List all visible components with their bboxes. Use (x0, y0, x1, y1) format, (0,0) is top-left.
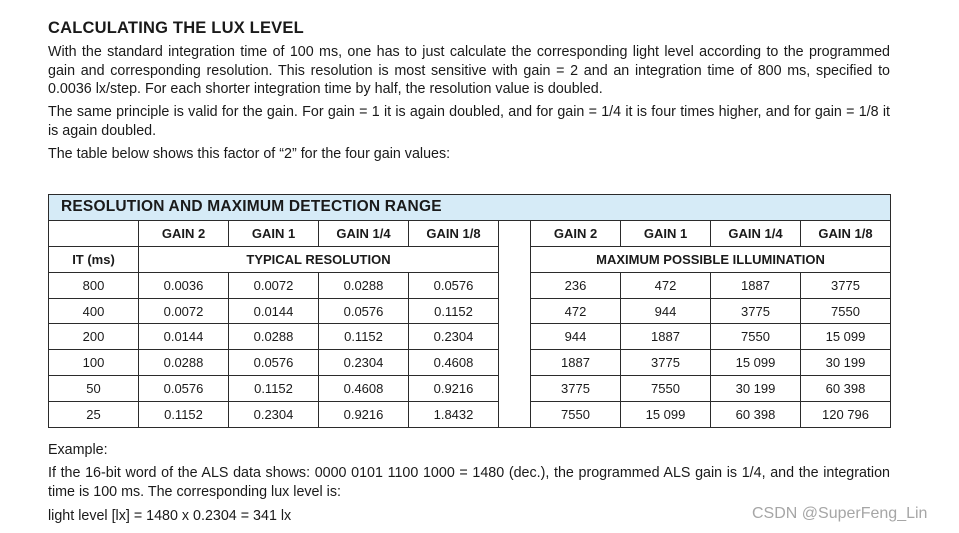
resolution-cell: 0.0144 (229, 298, 319, 324)
illumination-cell: 944 (621, 298, 711, 324)
resolution-cell: 0.1152 (139, 402, 229, 428)
it-header: IT (ms) (49, 246, 139, 272)
illumination-cell: 236 (531, 272, 621, 298)
illumination-cell: 7550 (621, 376, 711, 402)
illumination-cell: 1887 (621, 324, 711, 350)
gain-header-row (49, 220, 891, 246)
illumination-cell: 944 (531, 324, 621, 350)
illumination-cell: 3775 (801, 272, 891, 298)
illumination-cell: 472 (531, 298, 621, 324)
gain-header-right: GAIN 1/8 (801, 220, 891, 246)
resolution-cell: 0.9216 (409, 376, 499, 402)
resolution-cell: 0.1152 (409, 298, 499, 324)
table-title: RESOLUTION AND MAXIMUM DETECTION RANGE (49, 195, 891, 221)
resolution-cell: 0.0576 (319, 298, 409, 324)
illumination-cell: 120 796 (801, 402, 891, 428)
gain-header-left: GAIN 1/8 (409, 220, 499, 246)
illumination-cell: 60 398 (801, 376, 891, 402)
gain-header-right: GAIN 2 (531, 220, 621, 246)
resolution-cell: 0.0288 (139, 350, 229, 376)
illumination-cell: 15 099 (801, 324, 891, 350)
table-row (49, 298, 891, 324)
resolution-cell: 1.8432 (409, 402, 499, 428)
illumination-cell: 472 (621, 272, 711, 298)
table-row (49, 402, 891, 428)
gain-header-left: GAIN 1/4 (319, 220, 409, 246)
resolution-cell: 0.0288 (229, 324, 319, 350)
csdn-watermark: CSDN @SuperFeng_Lin (752, 505, 928, 522)
illumination-cell: 3775 (531, 376, 621, 402)
resolution-cell: 0.4608 (409, 350, 499, 376)
resolution-cell: 0.0072 (139, 298, 229, 324)
table-row (49, 376, 891, 402)
empty-header-cell (49, 220, 139, 246)
max-illumination-header: MAXIMUM POSSIBLE ILLUMINATION (531, 246, 891, 272)
resolution-cell: 0.0072 (229, 272, 319, 298)
table-row (49, 350, 891, 376)
illumination-cell: 7550 (531, 402, 621, 428)
resolution-cell: 0.4608 (319, 376, 409, 402)
paragraph-integration-time: With the standard integration time of 100 ms, one has to just calculate the corresponding light level according to the programmed gain and corresponding resolution. This resolution is most sensitive with gain = 2 and an integration time of 800 ms, specified to 0.0036 lx/step. For each shorter integration time by half, the resolution value is doubled. (48, 44, 890, 97)
paragraph-table-intro: The table below shows this factor of “2” for the four gain values: (48, 146, 451, 162)
it-cell: 800 (49, 272, 139, 298)
example-text: If the 16-bit word of the ALS data shows: 0000 0101 1100 1000 = 1480 (dec.), the programmed ALS gain is 1/4, and the integration time is 100 ms. The corresponding lux level is: (48, 465, 890, 500)
resolution-cell: 0.2304 (229, 402, 319, 428)
resolution-cell: 0.0576 (139, 376, 229, 402)
example-label: Example: (48, 442, 108, 458)
table-row (49, 324, 891, 350)
it-cell: 25 (49, 402, 139, 428)
example-formula: light level [lx] = 1480 x 0.2304 = 341 lx (48, 508, 292, 524)
table-row (49, 272, 891, 298)
illumination-cell: 30 199 (801, 350, 891, 376)
gain-header-right: GAIN 1 (621, 220, 711, 246)
illumination-cell: 3775 (621, 350, 711, 376)
illumination-cell: 7550 (801, 298, 891, 324)
group-header-row (49, 246, 891, 272)
it-cell: 400 (49, 298, 139, 324)
resolution-cell: 0.1152 (319, 324, 409, 350)
illumination-cell: 1887 (531, 350, 621, 376)
paragraph-gain-principle: The same principle is valid for the gain. For gain = 1 it is again doubled, and for gain = 1/4 it is four times higher, and for gain = 1/8 it is again doubled. (48, 104, 890, 139)
table-title-row (49, 195, 891, 221)
resolution-cell: 0.9216 (319, 402, 409, 428)
it-cell: 50 (49, 376, 139, 402)
section-heading: CALCULATING THE LUX LEVEL (48, 19, 304, 37)
resolution-cell: 0.0144 (139, 324, 229, 350)
resolution-table (48, 194, 891, 428)
illumination-cell: 15 099 (621, 402, 711, 428)
resolution-cell: 0.1152 (229, 376, 319, 402)
illumination-cell: 7550 (711, 324, 801, 350)
gain-header-right: GAIN 1/4 (711, 220, 801, 246)
gain-header-left: GAIN 2 (139, 220, 229, 246)
illumination-cell: 60 398 (711, 402, 801, 428)
it-cell: 100 (49, 350, 139, 376)
illumination-cell: 3775 (711, 298, 801, 324)
resolution-cell: 0.2304 (409, 324, 499, 350)
resolution-cell: 0.2304 (319, 350, 409, 376)
it-cell: 200 (49, 324, 139, 350)
gain-header-left: GAIN 1 (229, 220, 319, 246)
resolution-cell: 0.0288 (319, 272, 409, 298)
resolution-cell: 0.0036 (139, 272, 229, 298)
table-gap-column (499, 220, 531, 427)
resolution-cell: 0.0576 (229, 350, 319, 376)
illumination-cell: 15 099 (711, 350, 801, 376)
resolution-cell: 0.0576 (409, 272, 499, 298)
illumination-cell: 30 199 (711, 376, 801, 402)
typical-resolution-header: TYPICAL RESOLUTION (139, 246, 499, 272)
illumination-cell: 1887 (711, 272, 801, 298)
